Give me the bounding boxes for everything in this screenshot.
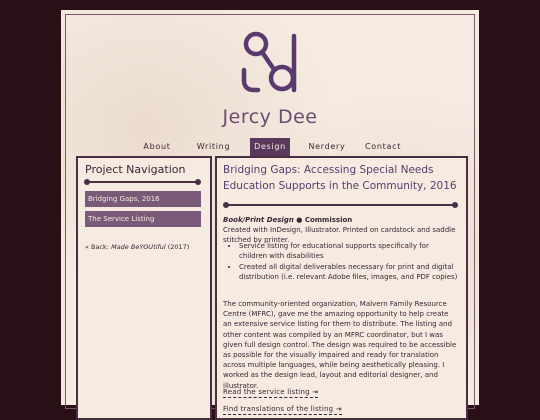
find-translations-link[interactable]: Find translations of the listing ⇥ — [223, 405, 342, 413]
main-nav — [61, 138, 479, 156]
deliverables-list — [223, 241, 459, 283]
meta-category: Book/Print Design — [223, 216, 294, 224]
meta-kind: Commission — [304, 216, 353, 224]
meta-details: Created with InDesign, Illustrator. Printed on cardstock and saddle stitched by printer. — [223, 226, 456, 244]
project-content-panel — [215, 156, 468, 420]
content-divider — [225, 204, 456, 206]
nav-writing[interactable]: Writing — [196, 142, 231, 151]
list-item: • Created all digital deliverables necessary for print and digital distribution (i.e. relevant Adobe files, images, and PDF copies) — [239, 262, 459, 282]
page — [61, 10, 479, 413]
sidebar-link-bridging-gaps[interactable]: Bridging Gaps, 2016 — [85, 191, 201, 207]
read-service-listing-link[interactable]: Read the service listing ⇥ — [223, 388, 319, 396]
sidebar-link-service-listing[interactable]: The Service Listing — [85, 211, 201, 227]
project-description: The community-oriented organization, Malvern Family Resource Centre (MFRC), gave me the amazing opportunity to help create an extensive service listing for them to distribute. The listing and other content was compiled by an MFRC coordinator, but I was given full design control. The design was required to be accessible as possible for the visually impaired and ready for translation across multiple languages, while being aesthetically pleasing. I worked as the design lead, layout and editorial designer, and illustrator. — [223, 300, 457, 390]
sidebar-heading: Project Navigation — [85, 163, 186, 176]
meta-separator: ● — [293, 216, 305, 224]
nav-about[interactable]: About — [143, 142, 171, 151]
jd-monogram-logo[interactable] — [236, 30, 304, 102]
project-title: Bridging Gaps: Accessing Special Needs Education Supports in the Community, 2016 — [223, 164, 457, 192]
sidebar-divider — [86, 181, 199, 183]
back-prefix: « Back: — [85, 243, 112, 251]
back-year: (2017) — [165, 243, 190, 251]
project-navigation-panel — [76, 156, 212, 420]
back-title: Made BeYOUtiful — [111, 243, 166, 251]
back-link[interactable] — [85, 243, 189, 251]
nav-contact[interactable]: Contact — [365, 142, 402, 151]
nav-nerdery[interactable]: Nerdery — [308, 142, 346, 151]
site-title[interactable]: Jercy Dee — [222, 106, 318, 128]
list-item: • Service listing for educational supports specifically for children with disabilities — [239, 241, 459, 261]
nav-design[interactable]: Design — [250, 138, 290, 156]
